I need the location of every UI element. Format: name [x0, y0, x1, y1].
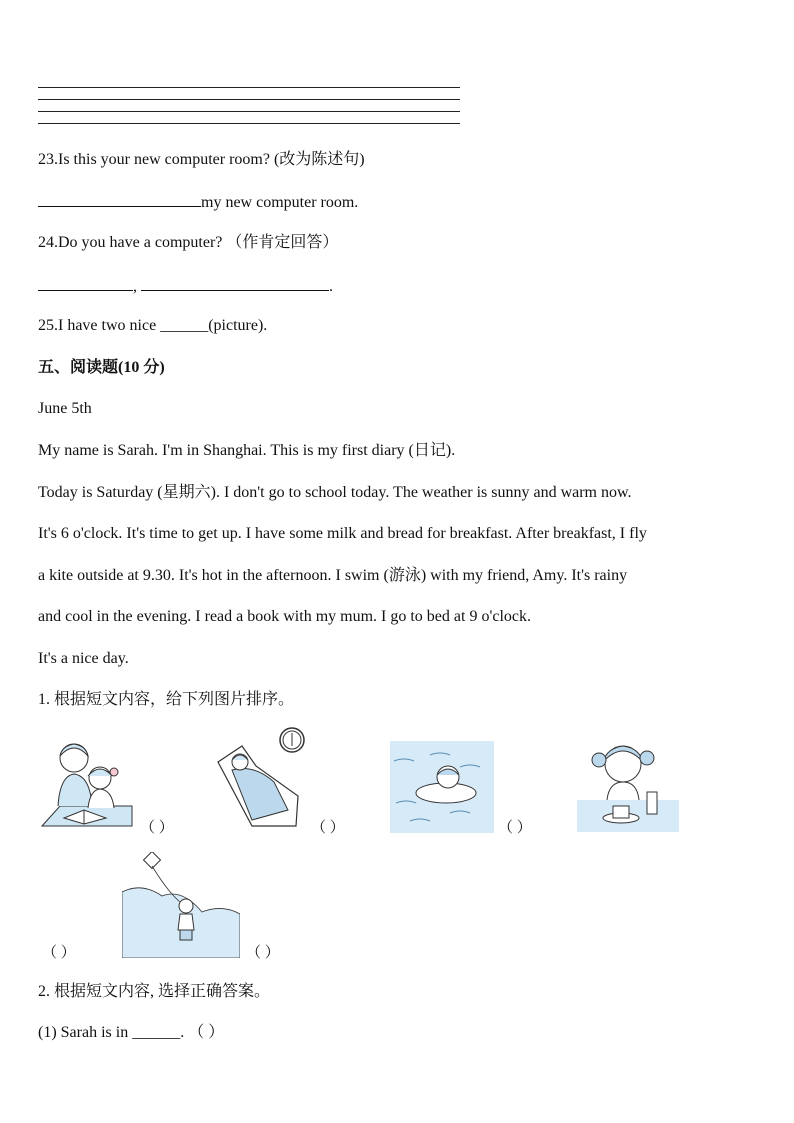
question-25-prefix: 25.I have two nice: [38, 317, 161, 334]
diary-line-2: Today is Saturday (星期六). I don't go to school today. The weather is sunny and warm now.: [38, 484, 632, 501]
breakfast-picture: [577, 734, 679, 832]
task-2-question-1-prefix: (1) Sarah is in: [38, 1024, 133, 1041]
answer-paren[interactable]: （ ）: [246, 945, 280, 961]
answer-24-comma: ,: [133, 278, 137, 295]
answer-23-tail: my new computer room.: [201, 194, 359, 211]
answer-blank[interactable]: [38, 191, 201, 207]
section-5-score: (10 分): [118, 359, 165, 376]
swimming-picture: [390, 741, 494, 833]
answer-paren[interactable]: （ ）: [42, 945, 76, 961]
section-5-heading: [38, 358, 165, 378]
diary-line-3: It's 6 o'clock. It's time to get up. I have some milk and bread for breakfast. After breakfast, I fly: [38, 525, 647, 542]
section-5-title: 五、阅读题: [38, 359, 119, 376]
question-25: [38, 316, 267, 336]
answer-paren[interactable]: （ ）: [311, 820, 345, 836]
diary-line-5: and cool in the evening. I read a book with my mum. I go to bed at 9 o'clock.: [38, 608, 531, 625]
question-25-suffix: (picture).: [208, 317, 268, 334]
answer-paren[interactable]: （ ）: [140, 820, 174, 836]
diary-line-4: a kite outside at 9.30. It's hot in the afternoon. I swim (游泳) with my friend, Amy. It's rainy: [38, 567, 628, 584]
task-2-question-1: [38, 1023, 224, 1043]
answer-24: [38, 275, 333, 297]
answer-paren[interactable]: （ ）: [498, 820, 532, 836]
diary-line-6: It's a nice day.: [38, 650, 129, 667]
diary-line-1: My name is Sarah. I'm in Shanghai. This is my first diary (日记).: [38, 442, 456, 459]
question-25-blank[interactable]: ______: [160, 317, 209, 334]
answer-blank[interactable]: [141, 275, 329, 291]
answer-24-period: .: [329, 278, 333, 295]
task-2-instruction: 2. 根据短文内容, 选择正确答案。: [38, 983, 271, 1000]
task-2-question-1-blank[interactable]: ______: [132, 1024, 181, 1041]
answer-rule-1: [38, 87, 460, 88]
bed-and-clock-picture: [212, 726, 308, 832]
answer-23: [38, 191, 358, 213]
answer-rule-3: [38, 111, 460, 112]
flying-kite-picture: [122, 852, 240, 958]
question-23: 23.Is this your new computer room? (改为陈述句): [38, 151, 365, 168]
reading-with-mum-picture: [40, 738, 134, 830]
task-1-instruction: 1. 根据短文内容，给下列图片排序。: [38, 691, 295, 708]
answer-rule-4: [38, 123, 460, 124]
answer-rule-2: [38, 99, 460, 100]
answer-blank[interactable]: [38, 275, 133, 291]
diary-date: June 5th: [38, 400, 92, 417]
question-24: 24.Do you have a computer? （作肯定回答）: [38, 234, 339, 251]
task-2-question-1-suffix: . （ ）: [180, 1024, 225, 1041]
